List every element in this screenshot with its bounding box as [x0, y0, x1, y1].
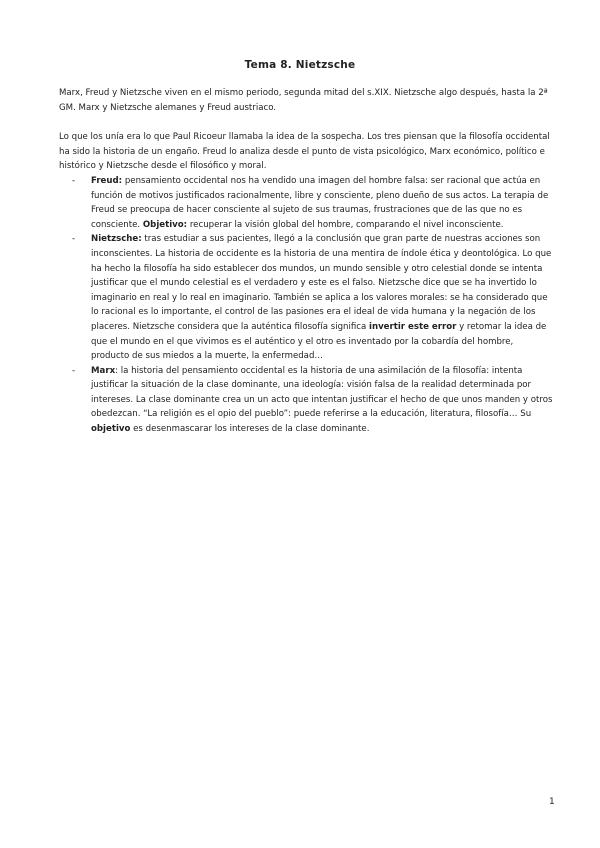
paragraph-spacer: [59, 115, 554, 130]
list-item-freud: [59, 174, 554, 232]
list-item-marx: [59, 364, 554, 437]
page-title: Tema 8. Nietzsche: [244, 59, 356, 71]
nietzsche-emphasis: invertir este error: [369, 321, 457, 332]
page-number: 1: [549, 797, 555, 807]
nietzsche-label: Nietzsche:: [91, 234, 142, 245]
marx-goal-label: objetivo: [91, 424, 131, 435]
freud-text: pensamiento occidental nos ha vendido una imagen del hombre falsa: ser racional que actúa en función de motivos justificados racionalmente, libre y consciente, pleno dueño de sus actos. La terapia de Freud se preocupa de hacer consciente al sujeto de sus traumas, frustraciones que de las que no es consciente.: [91, 175, 549, 230]
bullet-dash: -: [72, 365, 76, 376]
bullet-dash: -: [72, 175, 76, 186]
thinkers-list: [59, 174, 554, 437]
freud-goal-text: recuperar la visión global del hombre, comparando el nivel inconsciente.: [187, 219, 504, 230]
nietzsche-text: tras estudiar a sus pacientes, llegó a la conclusión que gran parte de nuestras acciones son inconscientes. La historia de occidente es la historia de una mentira de índole ética y deontológica. Lo que ha hecho la filosofía ha sido establecer dos mundos, un mundo sensible y otro celestial donde se intenta justificar que el mundo celestial es el verdadero y este es el falso. Nietzsche dice que se ha invertido lo imaginario en real y lo real en imaginario. También se aplica a los valores morales: se ha considerado que lo racional es lo importante, el control de las pasiones era el ideal de vida humana y la negación de los placeres. Nietzsche considera que la auténtica filosofía significa: [91, 234, 552, 332]
bullet-dash: -: [72, 234, 76, 245]
intro-paragraph: Marx, Freud y Nietzsche viven en el mismo periodo, segunda mitad del s.XIX. Nietzsche algo después, hasta la 2ª GM. Marx y Nietzsche alemanes y Freud austriaco.: [59, 88, 548, 113]
list-item-nietzsche: [59, 232, 554, 363]
freud-label: Freud:: [91, 175, 123, 186]
document-body: [59, 86, 554, 437]
marx-label: Marx: [91, 365, 116, 376]
suspicion-paragraph: Lo que los unía era lo que Paul Ricoeur llamaba la idea de la sospecha. Los tres piensan que la filosofía occidental ha sido la historia de un engaño. Freud lo analiza desde el punto de vista psicológico, Marx económico, político e histórico y Nietzsche desde el filosófico y moral.: [59, 132, 550, 172]
nietzsche-text-end: y retomar la idea de que el mundo en el que vivimos es el auténtico y el otro es inventado por la cobardía del hombre, producto de sus miedos a la muerte, la enfermedad…: [91, 321, 547, 362]
marx-text: : la historia del pensamiento occidental es la historia de una asimilación de la filosofía: intenta justificar la situación de la clase dominante, una ideología: visión falsa de la realidad determinada por intereses. La clase dominante crea un un acto que intentan justificar el hecho de que unos manden y otros obedezcan. “La religión es el opio del pueblo”: puede referirse a la educación, literatura, filosofía… Su: [91, 365, 553, 420]
marx-goal-text: es desenmascarar los intereses de la clase dominante.: [130, 424, 370, 435]
freud-goal-label: Objetivo:: [142, 219, 188, 230]
